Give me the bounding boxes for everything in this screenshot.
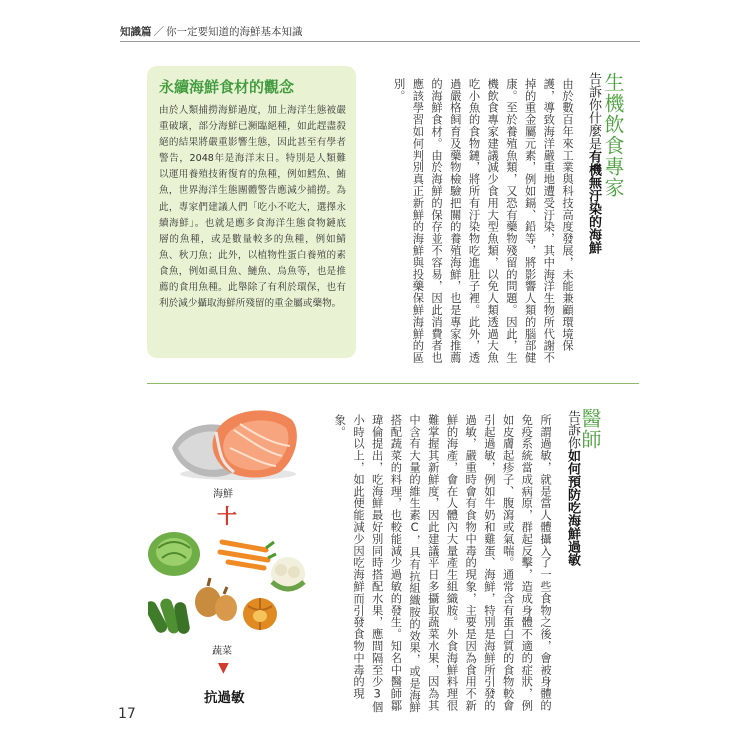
- salmon-steak-image: [168, 402, 300, 482]
- vegetable-label: 蔬菜: [212, 646, 232, 657]
- section1-body: 由於數百年來工業與科技高度發展，未能兼顧環境保護，導致海洋嚴重地遭受汙染，其中海洋生物所代謝不掉的重金屬元素，例如鎘、鉛等，將影響人類的腦部健康。至於養殖魚類，又恐有藥物殘留的問題。因此，生機飲食專家建議減少食用大型魚類，以免人類透過大魚吃小魚的食物鏈，將所有汙染物吃進肚子裡。此外，透過嚴格飼育及藥物檢驗把關的養殖海鮮，也是專家推薦的海鮮食材。由於海鮮的保存並不容易，因此消費者也應該學習如何判別真正新鮮的海鮮與投藥保鮮海鮮的區別。: [392, 78, 574, 364]
- header-section: 知識篇: [120, 25, 152, 38]
- vegetables-image: [148, 528, 313, 638]
- down-arrow-icon: ▼: [218, 660, 229, 676]
- section-divider: [147, 383, 639, 384]
- plus-sign: 十: [217, 504, 237, 528]
- header-rule: [120, 41, 640, 42]
- box-title: 永續海鮮食材的觀念: [159, 78, 295, 96]
- anti-allergy-result: 抗過敏: [204, 690, 245, 706]
- seafood-label: 海鮮: [213, 489, 233, 500]
- page-number: 17: [118, 706, 136, 722]
- section1-subtitle: [585, 72, 601, 372]
- page-header: [120, 20, 640, 42]
- section2-subtitle: [564, 410, 580, 710]
- header-separator: ／: [153, 25, 164, 38]
- section2-subtitle-prefix: 告訴你: [565, 410, 580, 449]
- sustainable-seafood-box: [147, 66, 356, 358]
- header-title: 你一定要知道的海鮮基本知識: [166, 25, 303, 38]
- section1-subtitle-prefix: 告訴你什麼是: [586, 72, 601, 150]
- section1-title: 生機飲食專家: [601, 72, 625, 198]
- section2-body: 所謂過敏，就是當人體攝入了一些食物之後，會被身體的免疫系統當成病原，群起反擊，造成身體不適的症狀，例如皮膚起疹子、腹瀉或氣喘。通常含有蛋白質的食物較會引起過敏，例如牛奶和雞蛋、海鮮，特別是海鮮所引發的過敏，嚴重時會有食物中毒的現象，主要是因為食用不新鮮的海產，會在人體內大量產生組織胺。外食海鮮料理很難掌握其新鮮度，因此建議平日多攝取蔬菜水果，因為其中含有大量的維生素C，具有抗組織胺的效果，或是海鮮搭配蔬菜的料理，也較能減少過敏的發生。知名中醫師鄒瑋倫提出，吃海鮮最好別同時搭配水果，應間隔至少3個小時以上，如此便能減少因吃海鮮而引發食物中毒的現象。: [333, 414, 552, 714]
- section2-title: 醫師: [578, 408, 602, 450]
- box-text: 由於人類捕撈海鮮過度，加上海洋生態被嚴重破壞，部分海鮮已瀕臨絕種，如此趕盡殺絕的結果將嚴重影響生態，因此甚至有學者警告，2048年是海洋末日。特別是人類難以運用養殖技術復育的魚種，例如鱈魚、鮪魚，世界海洋生態團體警告應減少捕撈。為此，專家們建議人們「吃小不吃大，選擇永續海鮮」。也就是應多食海洋生態食物鏈底層的魚種，或是數量較多的魚種，例如鯖魚、秋刀魚；此外，以植物性蛋白養殖的素食魚，例如虱目魚、鰱魚、烏魚等，也是推薦的食用魚種。此舉除了有利於環保，也有利於減少攝取海鮮所殘留的重金屬或藥物。: [159, 105, 346, 310]
- section1-subtitle-bold: 有機無汙染的海鮮: [586, 150, 601, 254]
- section2-subtitle-bold: 如何預防吃海鮮過敏: [565, 449, 580, 566]
